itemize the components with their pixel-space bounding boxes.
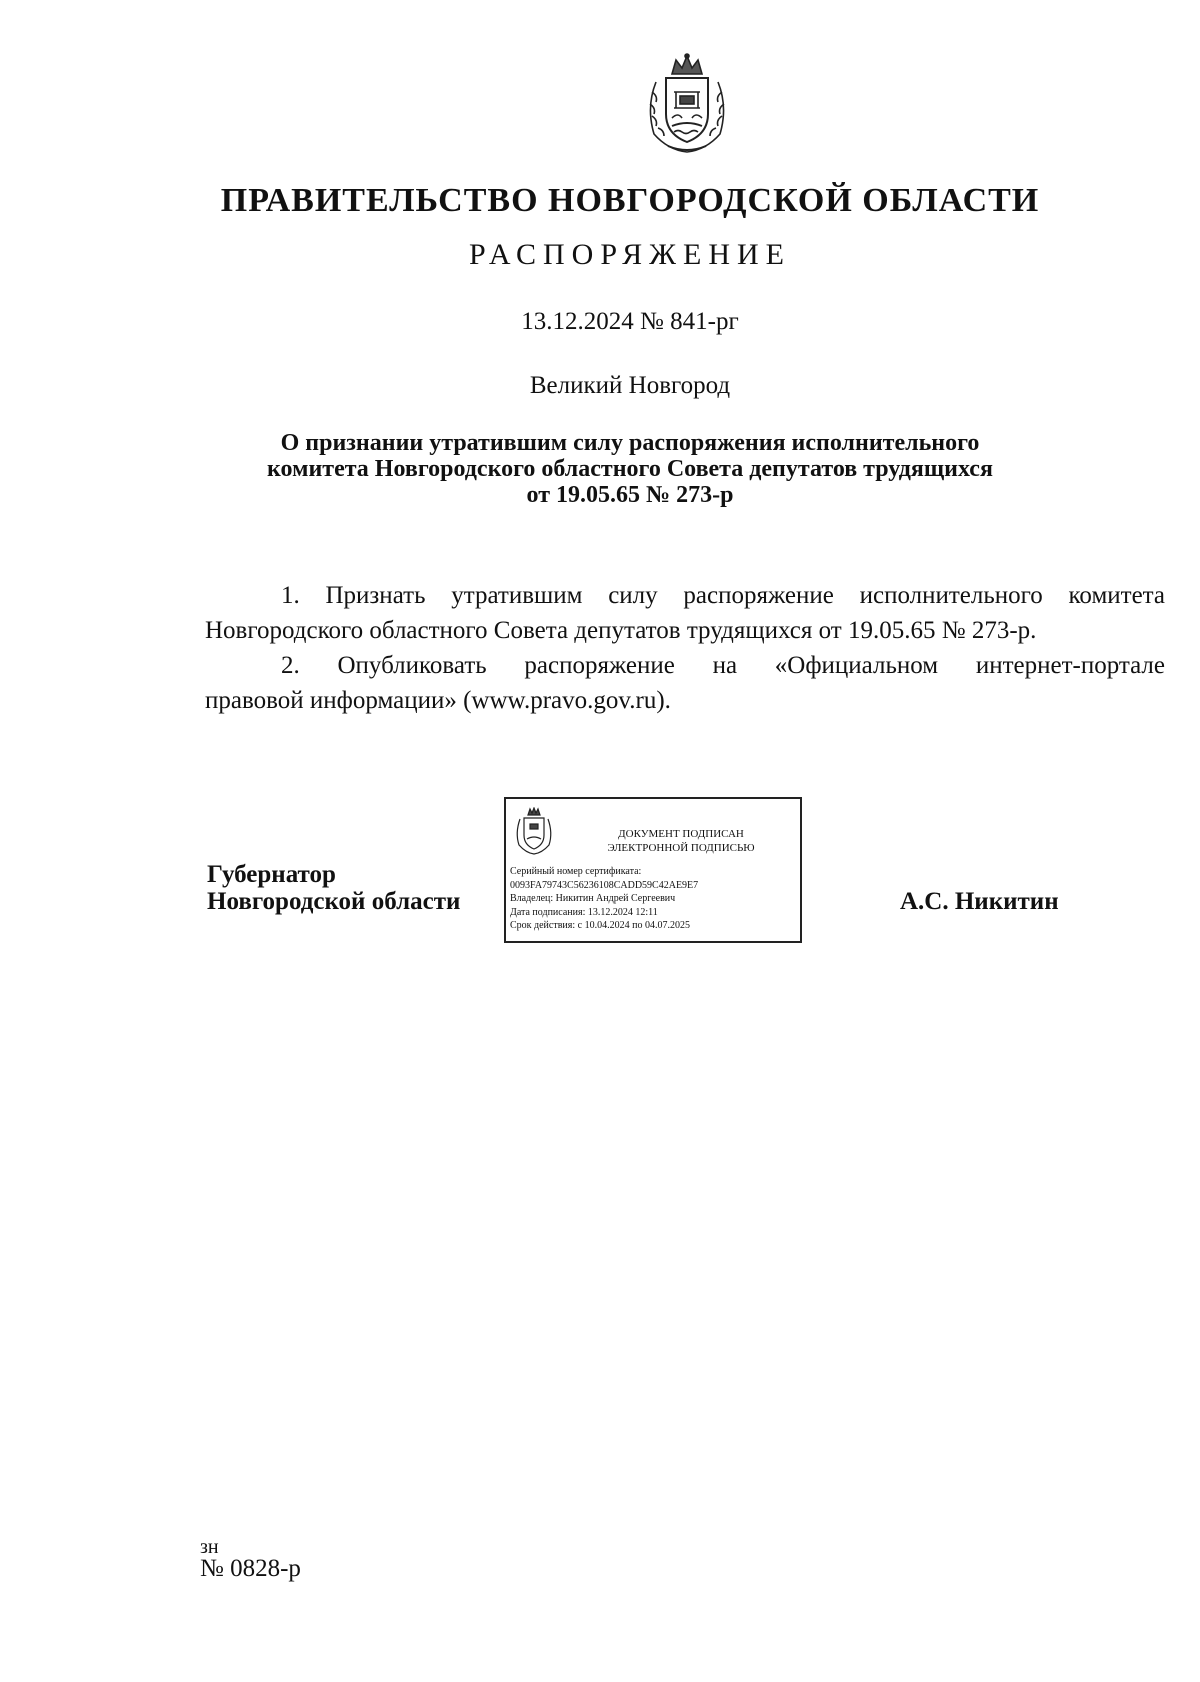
stamp-detail-line: Срок действия: с 10.04.2024 по 04.07.2025 bbox=[510, 920, 690, 931]
document-subject bbox=[200, 430, 1060, 508]
document-type: РАСПОРЯЖЕНИЕ bbox=[468, 238, 792, 271]
stamp-heading-line: ДОКУМЕНТ ПОДПИСАН bbox=[618, 828, 744, 840]
novgorod-coat-of-arms-icon bbox=[642, 52, 732, 154]
stamp-details bbox=[510, 865, 698, 933]
paragraph-line: Новгородского областного Совета депутатов трудящихся от 19.05.65 № 273-р. bbox=[205, 617, 1037, 644]
stamp-detail-line: Дата подписания: 13.12.2024 12:11 bbox=[510, 906, 658, 918]
signer-position-line: Губернатор bbox=[207, 861, 336, 888]
stamp-heading bbox=[566, 827, 796, 855]
stamp-heading-line: ЭЛЕКТРОННОЙ ПОДПИСЬЮ bbox=[607, 842, 755, 854]
document-place: Великий Новгород bbox=[529, 372, 731, 399]
electronic-signature-stamp bbox=[504, 797, 802, 943]
paragraph-line: 1. Признать утратившим силу распоряжение исполнительного комитета bbox=[281, 582, 1165, 609]
novgorod-coat-of-arms-icon bbox=[514, 807, 554, 855]
executor-initials: зн bbox=[200, 1536, 219, 1558]
stamp-detail-line: Владелец: Никитин Андрей Сергеевич bbox=[510, 893, 676, 904]
document-body bbox=[205, 578, 1165, 718]
paragraph-line: 2. Опубликовать распоряжение на «Официальном интернет-портале bbox=[281, 652, 1165, 679]
paragraph-1 bbox=[205, 578, 1165, 648]
document-date-number: 13.12.2024 № 841-рг bbox=[521, 308, 739, 335]
stamp-detail-line: Серийный номер сертификата: bbox=[510, 866, 642, 877]
registration-number: № 0828-р bbox=[200, 1555, 301, 1582]
paragraph-2 bbox=[205, 648, 1165, 718]
signer-position bbox=[207, 861, 460, 915]
footer-note bbox=[200, 1537, 301, 1581]
subject-line: О признании утратившим силу распоряжения исполнительного bbox=[280, 430, 980, 456]
paragraph-line: правовой информации» (www.pravo.gov.ru). bbox=[205, 687, 671, 714]
subject-line: от 19.05.65 № 273-р bbox=[526, 482, 734, 508]
signer-name: А.С. Никитин bbox=[900, 888, 1059, 915]
subject-line: комитета Новгородского областного Совета депутатов трудящихся bbox=[267, 456, 993, 482]
signer-position-line: Новгородской области bbox=[207, 888, 461, 915]
organization-title: ПРАВИТЕЛЬСТВО НОВГОРОДСКОЙ ОБЛАСТИ bbox=[220, 182, 1040, 219]
stamp-detail-line: 0093FA79743C56236108CADD59C42AE9E7 bbox=[510, 879, 699, 891]
